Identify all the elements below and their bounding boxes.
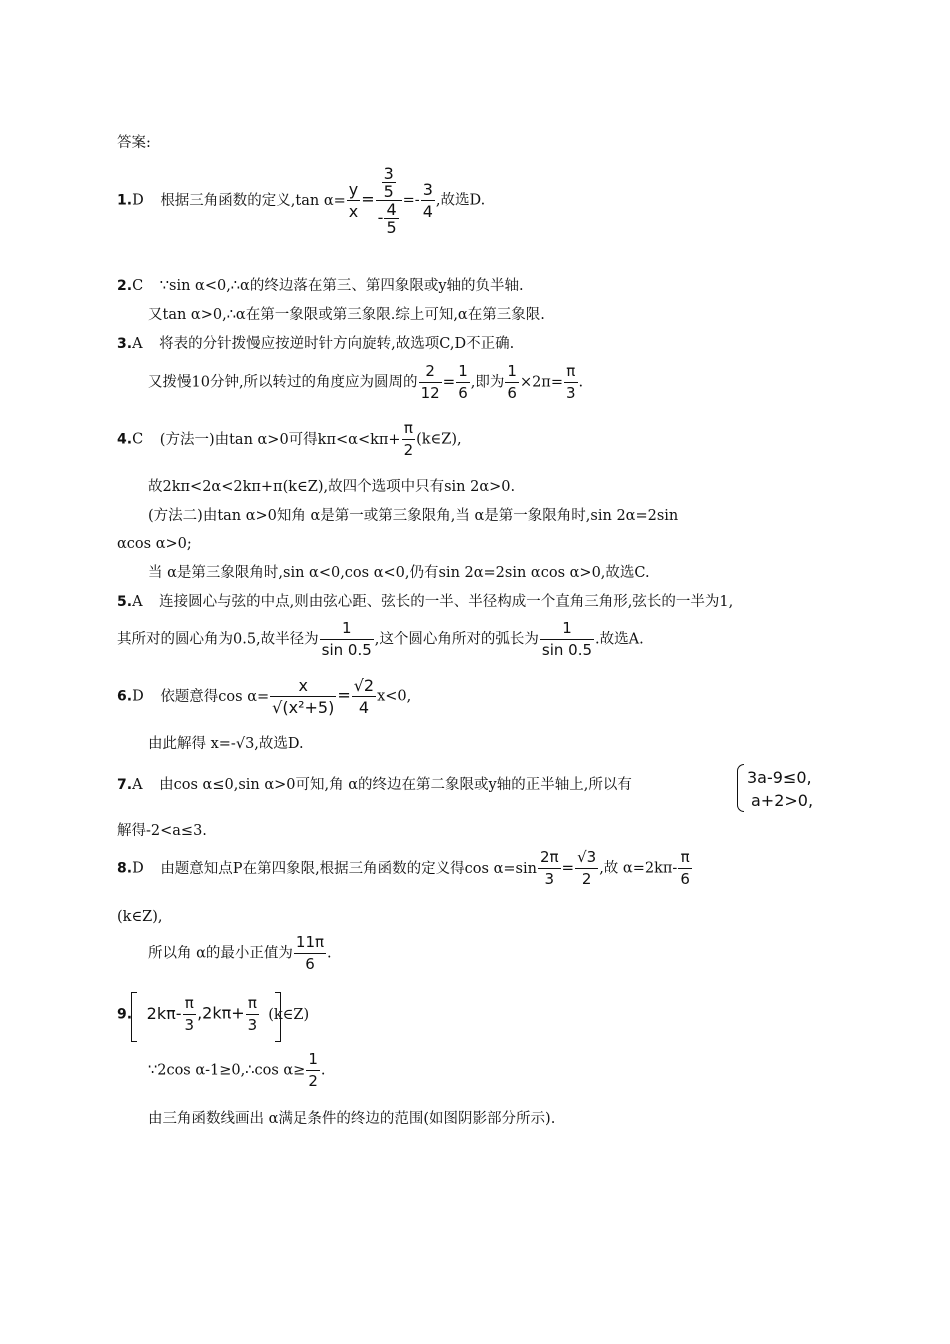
q1-eq: = bbox=[361, 189, 375, 209]
q7-ineq1: 3a-9≤0, bbox=[747, 768, 812, 787]
q3-frac2: $\frac{1}{6}$ bbox=[458, 362, 468, 402]
q6-text3: 由此解得 x=-√3,故选D. bbox=[148, 736, 304, 752]
q9-lower: 2kπ- bbox=[146, 1003, 182, 1023]
q1-frac-yx: $\frac{y}{x}$ bbox=[348, 180, 359, 221]
q4-frac: $\frac{\pi}{2}$ bbox=[403, 419, 414, 459]
q2-number: 2. bbox=[117, 278, 133, 294]
q9-upper: 2kπ+ bbox=[202, 1003, 245, 1023]
q5-text4: .故选A. bbox=[595, 631, 644, 648]
q5-line1 bbox=[117, 592, 733, 612]
answer-heading: 答案: bbox=[117, 135, 151, 151]
q3-line2 bbox=[148, 361, 583, 409]
q1-text: 根据三角函数的定义,tan α= bbox=[160, 192, 346, 209]
q3-text4: ×2π= bbox=[519, 374, 563, 391]
q8-text3: (k∈Z), bbox=[117, 909, 163, 925]
q4-choice: C bbox=[132, 431, 144, 448]
q5-choice: A bbox=[132, 594, 143, 610]
q3-frac3: $\frac{1}{6}$ bbox=[507, 362, 517, 402]
q8-frac3: $\frac{\pi}{6}$ bbox=[680, 848, 690, 888]
q8-number: 8. bbox=[117, 860, 133, 877]
q8-frac2: $\frac{√3}{2}$ bbox=[577, 848, 597, 888]
q6-frac1: $\frac{x}{\text{√(x²+5)}}$ bbox=[272, 676, 335, 717]
q6-number: 6. bbox=[117, 688, 133, 705]
q8-line3 bbox=[148, 932, 332, 980]
q2-line1 bbox=[117, 276, 524, 296]
q8-frac4: $\frac{11\pi}{6}$ bbox=[295, 933, 325, 973]
q4-text4: αcos α>0; bbox=[117, 536, 192, 552]
q3-text2: 又拨慢10分钟,所以转过的角度应为圆周的 bbox=[148, 374, 418, 391]
q9-frac1: $\frac{\pi}{3}$ bbox=[184, 994, 195, 1034]
q3-period: . bbox=[578, 374, 584, 391]
q8-period: . bbox=[327, 945, 332, 962]
q9-line2 bbox=[148, 1049, 325, 1097]
q3-text3: ,即为 bbox=[470, 374, 505, 391]
q7-number: 7. bbox=[117, 777, 133, 793]
q6-eq: = bbox=[337, 685, 351, 705]
q3-eq: = bbox=[442, 372, 456, 391]
q7-brace bbox=[737, 764, 744, 812]
q4-text3: (方法二)由tan α>0知角 α是第一或第三象限角,当 α是第一象限角时,sin 2α=2sin bbox=[148, 508, 679, 524]
q8-frac1: $\frac{2\pi}{3}$ bbox=[539, 848, 559, 888]
q3-text1: 将表的分针拨慢应按逆时针方向旋转,故选项C,D不正确. bbox=[159, 336, 515, 352]
q6-text1: 依题意得cos α= bbox=[160, 688, 270, 705]
q4-text1: (方法一)由tan α>0可得kπ<α<kπ+ bbox=[159, 431, 401, 448]
q9-number: 9. bbox=[117, 1006, 133, 1023]
q4-number: 4. bbox=[117, 431, 133, 448]
q1-line bbox=[117, 165, 485, 260]
q7-text1: 由cos α≤0,sin α>0可知,角 α的终边在第二象限或y轴的正半轴上,所以有 bbox=[159, 777, 632, 793]
q8-text1: 由题意知点P在第四象限,根据三角函数的定义得cos α=sin bbox=[160, 860, 537, 877]
q5-line2 bbox=[117, 618, 644, 666]
q9-period: . bbox=[320, 1062, 326, 1079]
q4-text1b: (k∈Z), bbox=[416, 431, 462, 448]
q3-line1 bbox=[117, 334, 514, 354]
q1-number: 1. bbox=[117, 192, 133, 209]
q9-frac2: $\frac{\pi}{3}$ bbox=[247, 994, 258, 1034]
q2-text2: 又tan α>0,∴α在第一象限或第三象限.综上可知,α在第三象限. bbox=[148, 307, 545, 323]
q7-ineq2: a+2>0, bbox=[751, 791, 814, 810]
q7-inequality-system bbox=[737, 764, 827, 814]
q3-choice: A bbox=[132, 336, 143, 352]
q6-line1 bbox=[117, 675, 411, 725]
q2-choice: C bbox=[132, 278, 144, 294]
q7-text2: 解得-2<a≤3. bbox=[117, 823, 207, 839]
q5-text3: ,这个圆心角所对的弧长为 bbox=[374, 631, 539, 648]
q9-frac3: $\frac{1}{2}$ bbox=[308, 1050, 318, 1090]
q8-text2: ,故 α=2kπ- bbox=[599, 860, 678, 877]
q6-frac2: $\frac{√2}{4}$ bbox=[353, 676, 375, 717]
q3-frac4: $\frac{\pi}{3}$ bbox=[566, 362, 576, 402]
q1-choice: D bbox=[132, 192, 144, 209]
q3-number: 3. bbox=[117, 336, 133, 352]
q8-text4: 所以角 α的最小正值为 bbox=[148, 945, 293, 962]
q5-text2: 其所对的圆心角为0.5,故半径为 bbox=[117, 631, 319, 648]
q6-text2: x<0, bbox=[377, 688, 412, 705]
q5-frac2: $\frac{1}{\sin 0.5}$ bbox=[541, 619, 593, 659]
q4-text5: 当 α是第三象限角时,sin α<0,cos α<0,仍有sin 2α=2sin αcos α>0,故选C. bbox=[148, 565, 650, 581]
q1-big-frac: $\frac{3}{5}$ - $\frac{4}{5}$ bbox=[376, 165, 402, 236]
q9-text3: 由三角函数线画出 α满足条件的终边的范围(如图阴影部分所示). bbox=[148, 1111, 556, 1127]
q5-number: 5. bbox=[117, 594, 133, 610]
q9-text2: ∵2cos α-1≥0,∴cos α≥ bbox=[148, 1062, 306, 1079]
q8-line1 bbox=[117, 847, 693, 895]
q9-comma: , bbox=[197, 1003, 203, 1023]
q5-text1: 连接圆心与弦的中点,则由弦心距、弦长的一半、半径构成一个直角三角形,弦长的一半为1, bbox=[159, 594, 734, 610]
q8-eq: = bbox=[561, 858, 575, 877]
q6-choice: D bbox=[132, 688, 144, 705]
q1-conclusion: ,故选D. bbox=[435, 192, 486, 209]
q5-frac1: $\frac{1}{\sin 0.5}$ bbox=[321, 619, 372, 659]
q1-eq2: =- bbox=[402, 192, 420, 209]
q3-frac1: $\frac{2}{12}$ bbox=[420, 362, 440, 402]
q2-text1: ∵sin α<0,∴α的终边落在第三、第四象限或y轴的负半轴. bbox=[159, 278, 524, 294]
q9-line1 bbox=[117, 993, 309, 1041]
q4-text2: 故2kπ<2α<2kπ+π(k∈Z),故四个选项中只有sin 2α>0. bbox=[148, 479, 516, 495]
q7-choice: A bbox=[132, 777, 143, 793]
q7-line1 bbox=[117, 775, 632, 795]
q4-line1 bbox=[117, 418, 462, 466]
q9-k: (k∈Z) bbox=[268, 1006, 310, 1023]
q1-frac-result: $\frac{3}{4}$ bbox=[422, 180, 433, 221]
q8-choice: D bbox=[132, 860, 144, 877]
